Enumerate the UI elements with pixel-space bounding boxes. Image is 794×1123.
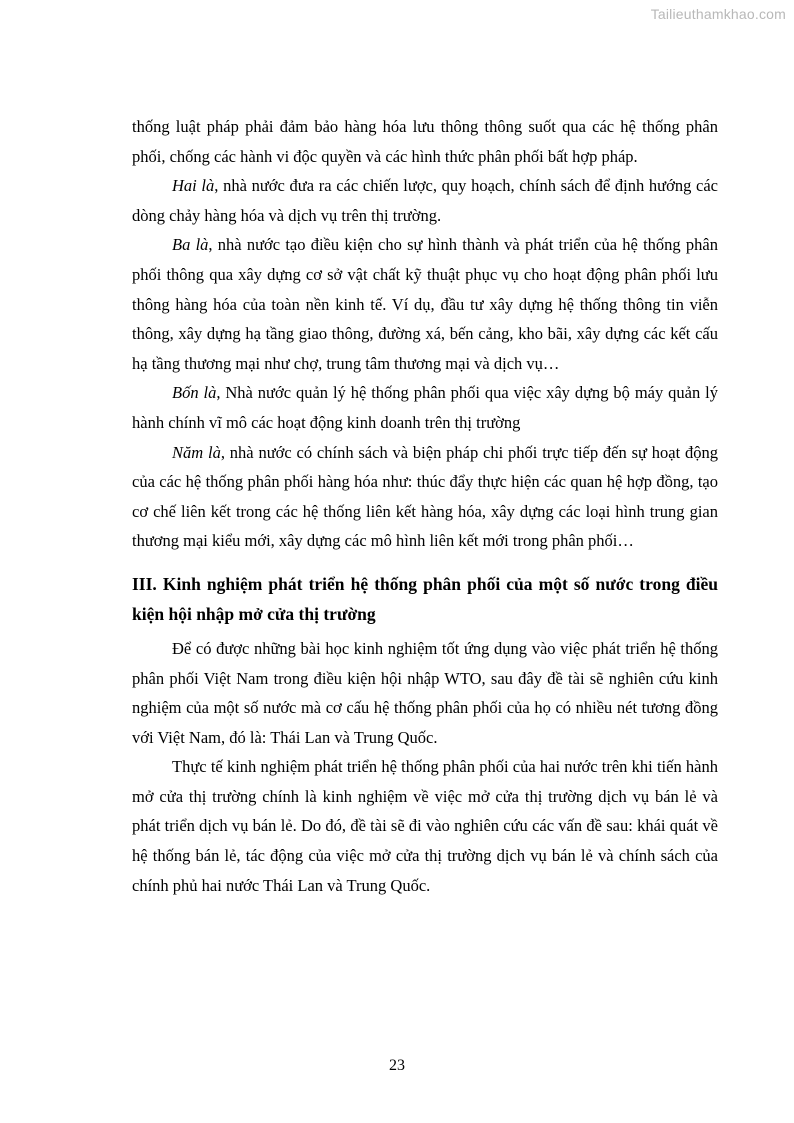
watermark: Tailieuthamkhao.com <box>650 6 786 22</box>
point-two-lead: Hai là <box>172 176 215 196</box>
paragraph-research-intro: Để có được những bài học kinh nghiệm tốt ứng dụng vào việc phát triển hệ thống phân phối Việt Nam trong điều kiện hội nhập WTO, sau đây đề tài sẽ nghiên cứu kinh nghiệm của một số nước mà cơ cấu hệ thống phân phối của họ có nhiều nét tương đồng với Việt Nam, đó là: Thái Lan và Trung Quốc. <box>132 638 718 747</box>
page-content <box>132 112 718 900</box>
point-four-text: , Nhà nước quản lý hệ thống phân phối qua việc xây dựng bộ máy quản lý hành chính vĩ mô các hoạt động kinh doanh trên thị trường <box>132 383 719 432</box>
point-three-text: , nhà nước tạo điều kiện cho sự hình thành và phát triển của hệ thống phân phối thông qua xây dựng cơ sở vật chất kỹ thuật phục vụ cho hoạt động phân phối lưu thông hàng hóa của toàn nền kinh tế. Ví dụ, đầu tư xây dựng hệ thống thông tin viễn thông, xây dựng hạ tầng giao thông, đường xá, bến cảng, kho bãi, xây dựng các kết cấu hạ tầng thương mại như chợ, trung tâm thương mại và dịch vụ… <box>132 235 718 373</box>
point-four-lead: Bốn là <box>172 383 217 403</box>
paragraph-point-three <box>132 230 718 378</box>
point-two-text: , nhà nước đưa ra các chiến lược, quy hoạch, chính sách để định hướng các dòng chảy hàng hóa và dịch vụ trên thị trường. <box>132 176 718 225</box>
point-five-text: , nhà nước có chính sách và biện pháp chi phối trực tiếp đến sự hoạt động của các hệ thống phân phối hàng hóa như: thúc đẩy thực hiện các quan hệ hợp đồng, tạo cơ chế liên kết trong các hệ thống liên kết hàng hóa, xây dựng các loại hình trung gian thương mại kiểu mới, xây dựng các mô hình liên kết mới trong phân phối… <box>132 442 719 551</box>
paragraph-point-four <box>132 378 718 437</box>
paragraph-point-five <box>132 438 718 556</box>
paragraph-legal-system: thống luật pháp phải đảm bảo hàng hóa lưu thông thông suốt qua các hệ thống phân phối, chống các hành vi độc quyền và các hình thức phân phối bất hợp pháp. <box>132 117 718 166</box>
paragraph-point-two <box>132 171 718 230</box>
paragraph-research-scope: Thực tế kinh nghiệm phát triển hệ thống phân phối của hai nước trên khi tiến hành mở cửa thị trường chính là kinh nghiệm về việc mở cửa thị trường dịch vụ bán lẻ và phát triển dịch vụ bán lẻ. Do đó, đề tài sẽ đi vào nghiên cứu các vấn đề sau: khái quát về hệ thống bán lẻ, tác động của việc mở cửa thị trường dịch vụ bán lẻ và chính sách của chính phủ hai nước Thái Lan và Trung Quốc. <box>132 757 718 895</box>
section-heading: III. Kinh nghiệm phát triển hệ thống phân phối của một số nước trong điều kiện hội nhập mở cửa thị trường <box>132 573 718 624</box>
page-number: 23 <box>389 1057 405 1074</box>
point-five-lead: Năm là <box>172 442 221 462</box>
point-three-lead: Ba là <box>172 235 209 255</box>
